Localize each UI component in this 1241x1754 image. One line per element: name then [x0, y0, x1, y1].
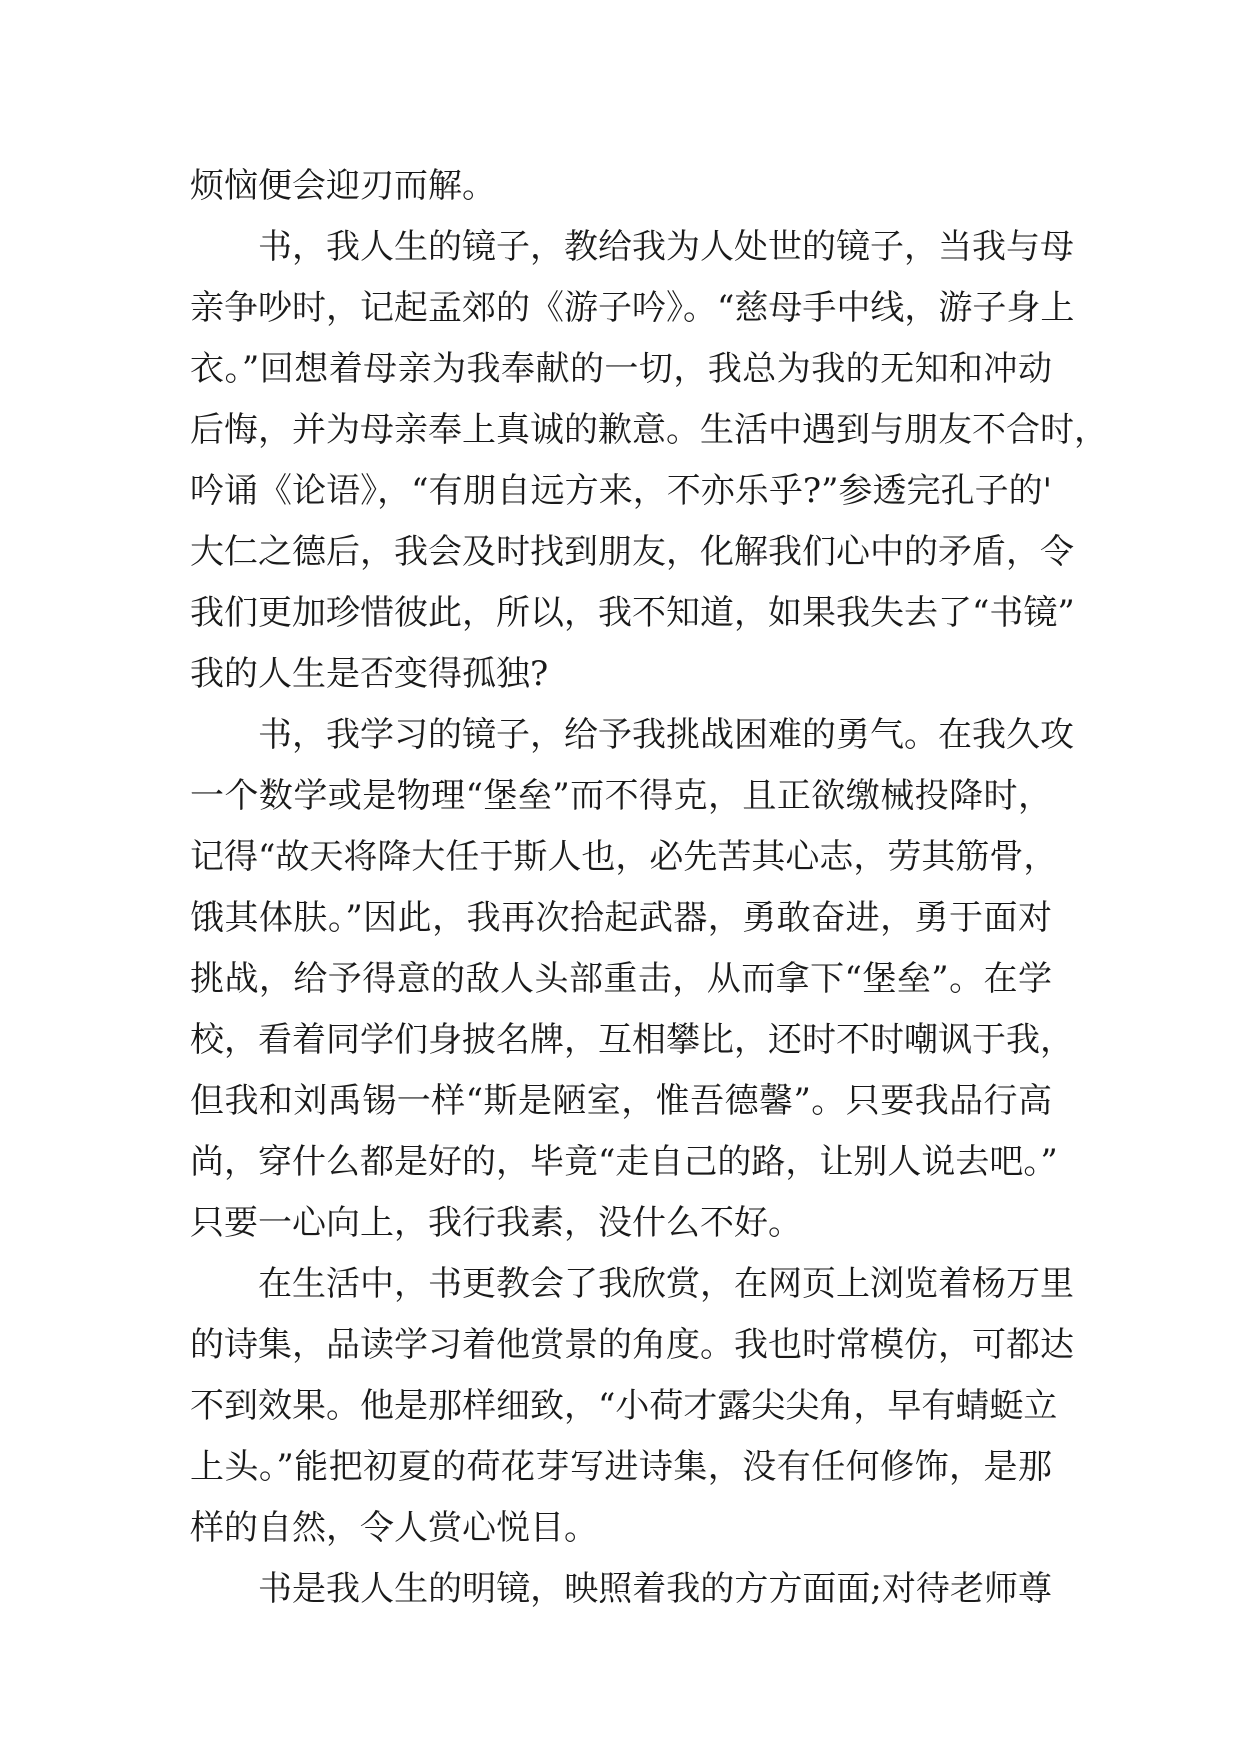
text-line: 只要一心向上，我行我素，没什么不好。	[190, 1203, 802, 1243]
text-line: 一个数学或是物理“堡垒”而不得克，且正欲缴械投降时，	[190, 776, 1052, 816]
text-line: 不到效果。他是那样细致，“小荷才露尖尖角，早有蜻蜓立	[190, 1386, 1058, 1426]
text-line: 上头。”能把初夏的荷花芽写进诗集，没有任何修饰，是那	[190, 1447, 1052, 1487]
text-line: 但我和刘禹锡一样“斯是陋室，惟吾德馨”。只要我品行高	[190, 1081, 1052, 1121]
text-line: 的诗集，品读学习着他赏景的角度。我也时常模仿，可都达	[190, 1325, 1074, 1365]
text-line: 饿其体肤。”因此，我再次拾起武器，勇敢奋进，勇于面对	[190, 898, 1052, 938]
text-line: 书是我人生的明镜，映照着我的方方面面;对待老师尊	[258, 1569, 1052, 1609]
text-line: 我的人生是否变得孤独?	[190, 654, 549, 694]
body-text	[190, 156, 1108, 1620]
text-line: 后悔，并为母亲奉上真诚的歉意。生活中遇到与朋友不合时，	[190, 410, 1108, 450]
text-line: 挑战，给予得意的敌人头部重击，从而拿下“堡垒”。在学	[190, 959, 1052, 999]
text-line: 烦恼便会迎刃而解。	[190, 166, 496, 206]
text-line: 样的自然，令人赏心悦目。	[190, 1508, 598, 1548]
text-line: 书，我人生的镜子，教给我为人处世的镜子，当我与母	[258, 227, 1074, 267]
text-line: 书，我学习的镜子，给予我挑战困难的勇气。在我久攻	[258, 715, 1074, 755]
text-line: 尚，穿什么都是好的，毕竟“走自己的路，让别人说去吧。”	[190, 1142, 1058, 1182]
text-line: 衣。”回想着母亲为我奉献的一切，我总为我的无知和冲动	[190, 349, 1052, 389]
text-line: 校，看着同学们身披名牌，互相攀比，还时不时嘲讽于我，	[190, 1020, 1074, 1060]
text-line: 亲争吵时，记起孟郊的《游子吟》。“慈母手中线，游子身上	[190, 288, 1075, 328]
text-line: 吟诵《论语》，“有朋自远方来，不亦乐乎?”参透完孔子的'	[190, 471, 1052, 511]
text-line: 我们更加珍惜彼此，所以，我不知道，如果我失去了“书镜”	[190, 593, 1075, 633]
text-line: 大仁之德后，我会及时找到朋友，化解我们心中的矛盾，令	[190, 532, 1074, 572]
text-line: 在生活中，书更教会了我欣赏，在网页上浏览着杨万里	[258, 1264, 1074, 1304]
text-line: 记得“故天将降大任于斯人也，必先苦其心志，劳其筋骨，	[190, 837, 1058, 877]
